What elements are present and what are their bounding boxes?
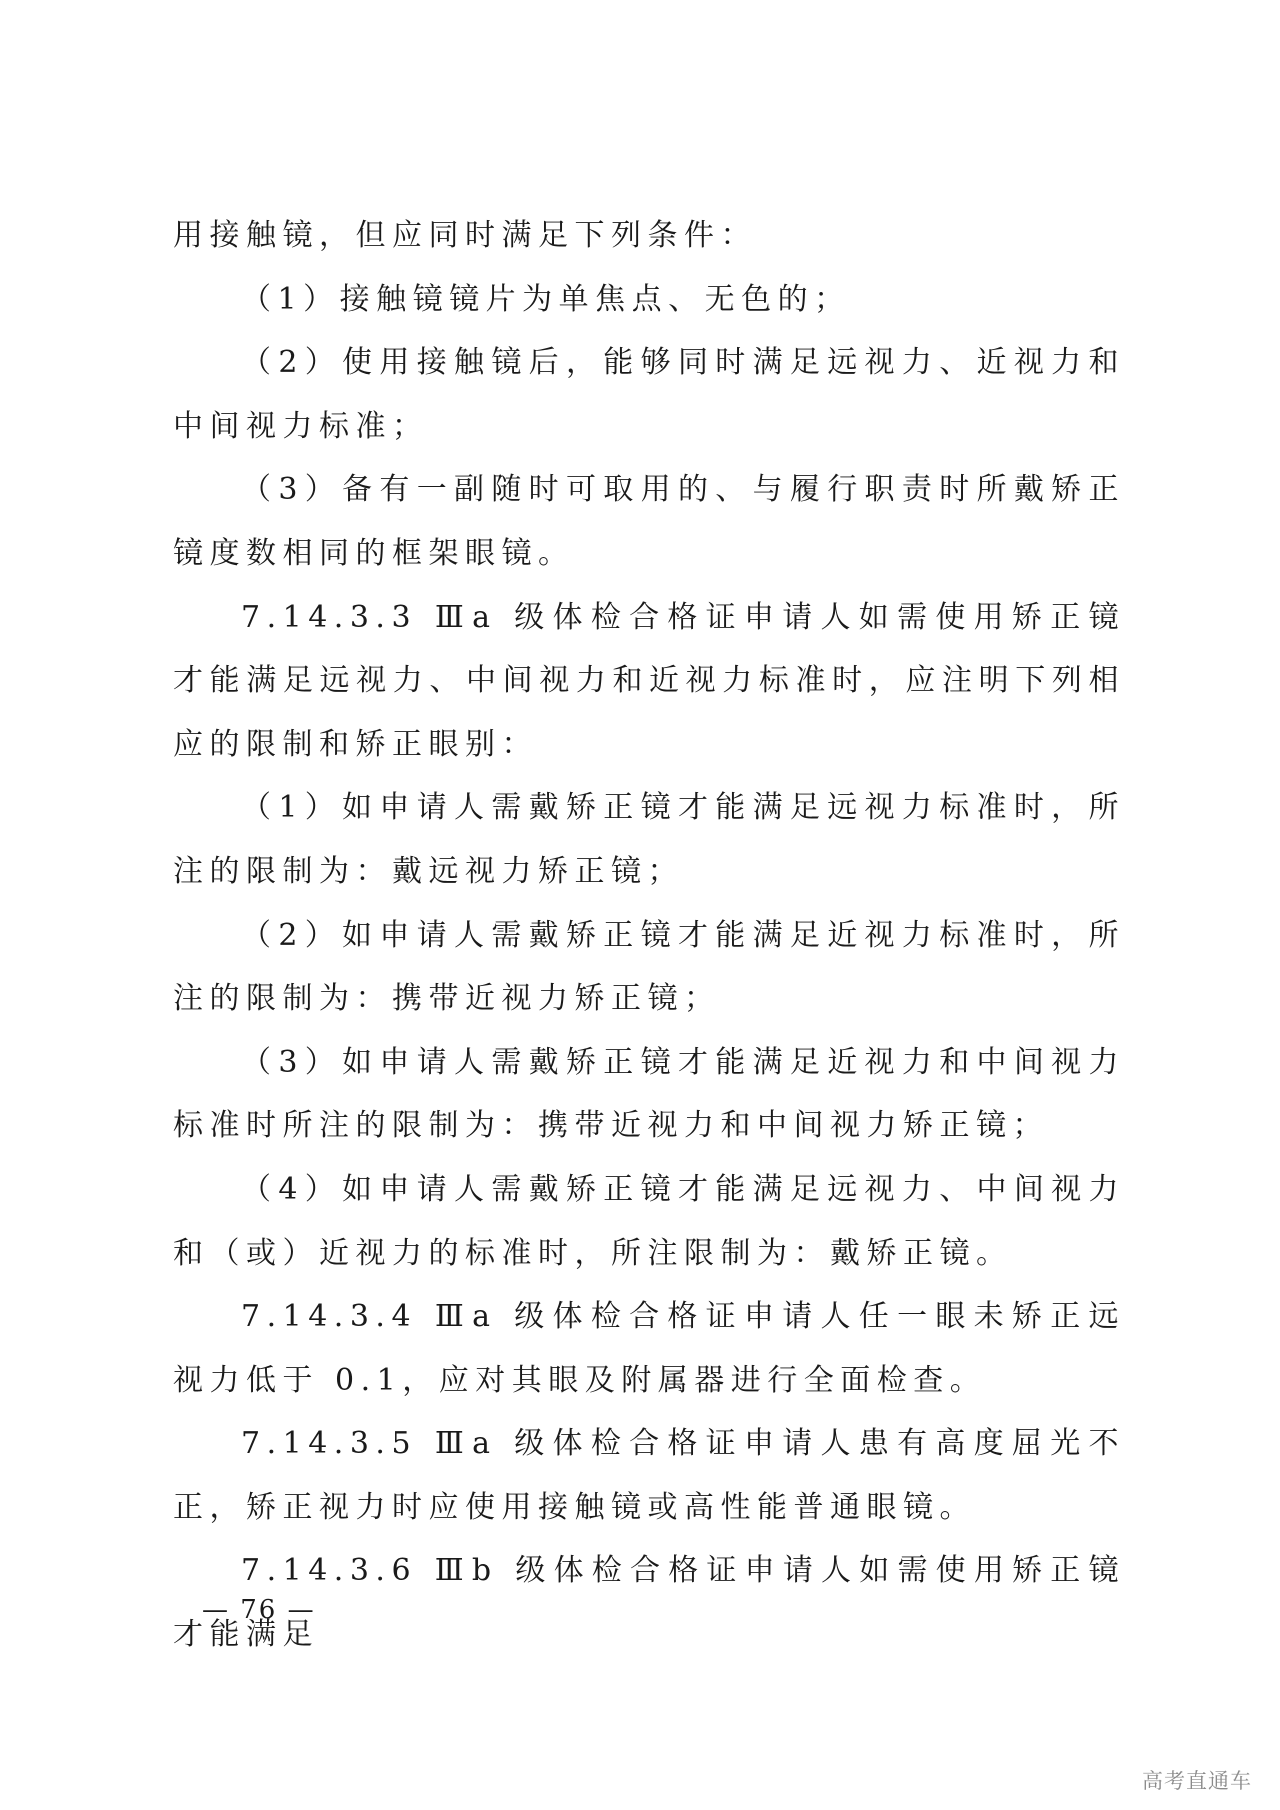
body-text (173, 204, 1125, 1667)
section-paragraph: 7.14.3.3 Ⅲa 级体检合格证申请人如需使用矫正镜才能满足远视力、中间视力和近视力标准时，应注明下列相应的限制和矫正眼别： (173, 599, 1125, 762)
page-number: — 76 — (202, 1595, 316, 1625)
paragraph: 用接触镜，但应同时满足下列条件： (173, 218, 757, 253)
section-paragraph: 7.14.3.5 Ⅲa 级体检合格证申请人患有高度屈光不正，矫正视力时应使用接触镜或高性能普通眼镜。 (173, 1426, 1125, 1525)
section-paragraph: 7.14.3.4 Ⅲa 级体检合格证申请人任一眼未矫正远视力低于 0.1，应对其眼及附属器进行全面检查。 (173, 1299, 1125, 1398)
paragraph: （2）如申请人需戴矫正镜才能满足近视力标准时，所注的限制为：携带近视力矫正镜； (173, 917, 1125, 1017)
watermark: 高考直通车 (1142, 1769, 1252, 1793)
section-paragraph: 7.14.3.6 Ⅲb 级体检合格证申请人如需使用矫正镜才能满足 (173, 1553, 1125, 1653)
paragraph: （4）如申请人需戴矫正镜才能满足远视力、中间视力和（或）近视力的标准时，所注限制为：戴矫正镜。 (173, 1171, 1125, 1271)
paragraph: （2）使用接触镜后，能够同时满足远视力、近视力和中间视力标准； (173, 345, 1125, 444)
paragraph: （1）接触镜镜片为单焦点、无色的； (241, 281, 851, 317)
paragraph: （3）如申请人需戴矫正镜才能满足近视力和中间视力标准时所注的限制为：携带近视力和中间视力矫正镜； (173, 1044, 1125, 1144)
paragraph: （1）如申请人需戴矫正镜才能满足远视力标准时，所注的限制为：戴远视力矫正镜； (173, 790, 1125, 889)
paragraph: （3）备有一副随时可取用的、与履行职责时所戴矫正镜度数相同的框架眼镜。 (173, 472, 1125, 571)
